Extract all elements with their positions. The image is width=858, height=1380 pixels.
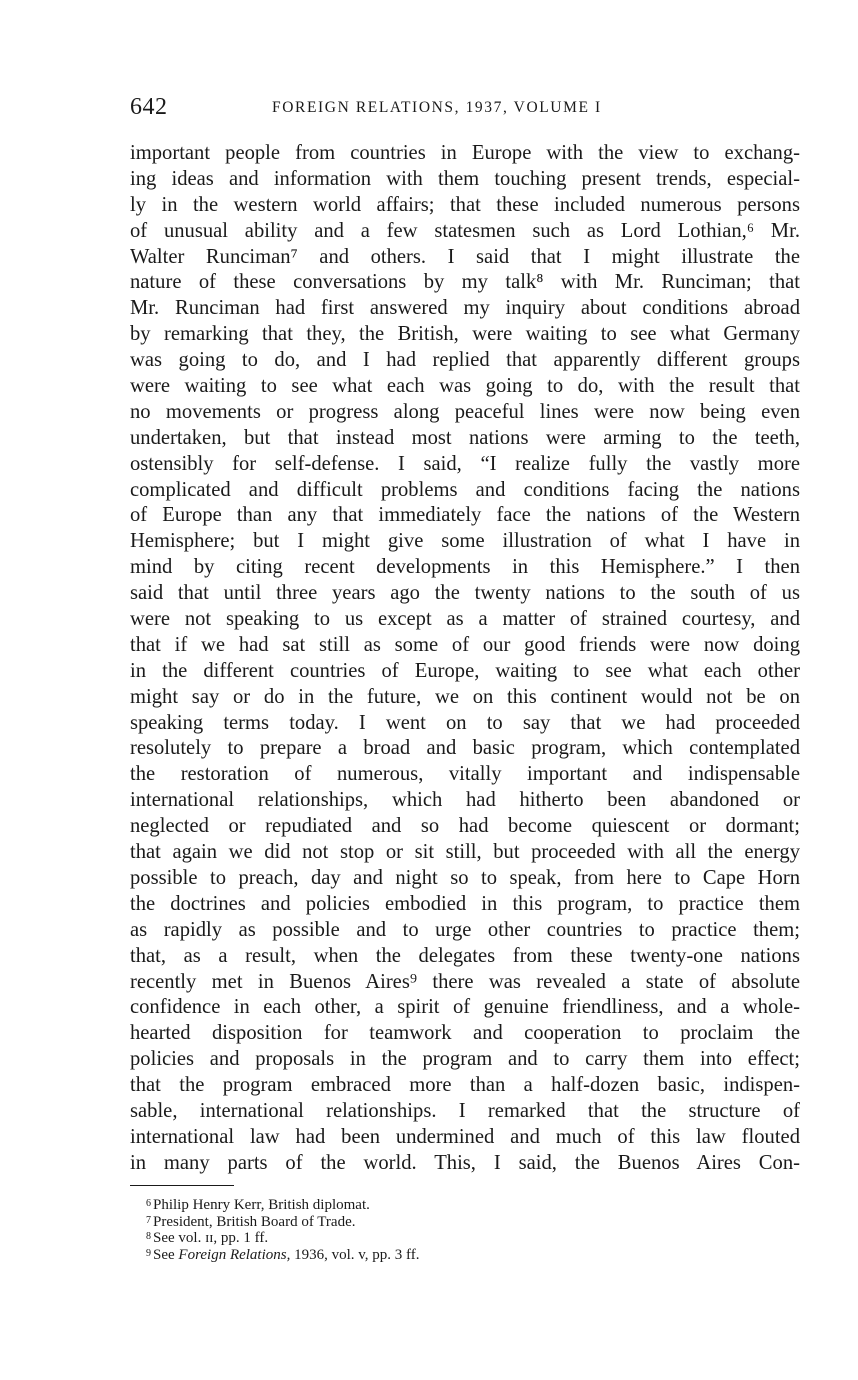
footnote-6: [146, 1197, 746, 1214]
footnote-7: [146, 1214, 746, 1231]
text-line: were waiting to see what each was going to do, with the result that: [130, 375, 800, 398]
text-line: confidence in each other, a spirit of genuine friendliness, and a whole-: [130, 996, 800, 1019]
text-line: said that until three years ago the twenty nations to the south of us: [130, 582, 800, 605]
text-line: in the different countries of Europe, waiting to see what each other: [130, 659, 800, 682]
footnote-marker: 9: [146, 1247, 151, 1259]
footnote-text: See vol. ɪɪ, pp. 1 ff.: [153, 1230, 269, 1246]
footnote-text-after: 1936, vol. v, pp. 3 ff.: [290, 1246, 420, 1263]
text-line: that, as a result, when the delegates from these twenty-one nations: [130, 944, 800, 967]
text-line: speaking terms today. I went on to say that we had proceeded: [130, 711, 800, 734]
text-line: that again we did not stop or sit still, but proceeded with all the energy: [130, 841, 800, 864]
footnote-text: Philip Henry Kerr, British diplomat.: [153, 1197, 370, 1213]
footnote-text: See: [153, 1246, 179, 1263]
page-header: [130, 94, 800, 124]
text-line: resolutely to prepare a broad and basic program, which contemplated: [130, 737, 800, 760]
body-text: [130, 141, 800, 1177]
text-line: important people from countries in Europe with the view to exchang-: [130, 142, 800, 164]
footnote-italic-title: Foreign Relations,: [178, 1246, 291, 1263]
text-line: possible to preach, day and night so to speak, from here to Cape Horn: [130, 866, 800, 889]
text-line: nature of these conversations by my talk⁸ with Mr. Runciman; that: [130, 271, 800, 294]
text-line: by remarking that they, the British, were waiting to see what Germany: [130, 323, 800, 346]
text-line: were not speaking to us except as a matter of strained courtesy, and: [130, 608, 800, 631]
text-line: neglected or repudiated and so had become quiescent or dormant;: [130, 815, 800, 838]
footnote-divider: [130, 1185, 234, 1186]
text-line: might say or do in the future, we on this continent would not be on: [130, 685, 800, 708]
text-line: Walter Runciman⁷ and others. I said that I might illustrate the: [130, 245, 800, 268]
footnote-8: [146, 1230, 746, 1247]
text-line: in many parts of the world. This, I said, the Buenos Aires Con-: [130, 1151, 800, 1174]
text-line: policies and proposals in the program and to carry them into effect;: [130, 1048, 800, 1071]
text-line: international relationships, which had hitherto been abandoned or: [130, 789, 800, 812]
text-line: recently met in Buenos Aires⁹ there was revealed a state of absolute: [130, 970, 800, 993]
text-line: Hemisphere; but I might give some illustration of what I have in: [130, 530, 800, 553]
footnote-marker: 6: [146, 1198, 151, 1209]
text-line: sable, international relationships. I remarked that the structure of: [130, 1099, 800, 1122]
running-head: FOREIGN RELATIONS, 1937, VOLUME I: [272, 99, 602, 116]
text-line: hearted disposition for teamwork and cooperation to proclaim the: [130, 1022, 800, 1045]
footnote-9: [146, 1247, 746, 1264]
text-line: mind by citing recent developments in this Hemisphere.” I then: [130, 556, 800, 579]
text-line: Mr. Runciman had first answered my inquiry about conditions abroad: [130, 297, 800, 320]
text-line: that the program embraced more than a half-dozen basic, indispen-: [130, 1074, 800, 1097]
footnote-marker: 8: [146, 1231, 151, 1242]
text-line: international law had been undermined and much of this law flouted: [130, 1125, 800, 1148]
text-line: the restoration of numerous, vitally important and indispensable: [130, 763, 800, 786]
footnotes: [146, 1197, 746, 1263]
text-line: the doctrines and policies embodied in this program, to practice them: [130, 892, 800, 915]
text-line: ly in the western world affairs; that these included numerous persons: [130, 193, 800, 216]
text-line: ostensibly for self-defense. I said, “I realize fully the vastly more: [130, 452, 800, 475]
footnote-marker: 7: [146, 1214, 151, 1226]
text-line: was going to do, and I had replied that apparently different groups: [130, 349, 800, 372]
text-line: of unusual ability and a few statesmen such as Lord Lothian,⁶ Mr.: [130, 219, 800, 242]
text-line: as rapidly as possible and to urge other countries to practice them;: [130, 918, 800, 941]
text-line: complicated and difficult problems and conditions facing the nations: [130, 478, 800, 501]
text-line: undertaken, but that instead most nations were arming to the teeth,: [130, 426, 800, 449]
footnote-text: President, British Board of Trade.: [153, 1213, 356, 1230]
text-line: that if we had sat still as some of our good friends were now doing: [130, 633, 800, 656]
text-line: of Europe than any that immediately face the nations of the Western: [130, 504, 800, 527]
text-line: ing ideas and information with them touching present trends, especial-: [130, 167, 800, 190]
page-number: 642: [130, 94, 168, 120]
text-line: no movements or progress along peaceful lines were now being even: [130, 400, 800, 423]
